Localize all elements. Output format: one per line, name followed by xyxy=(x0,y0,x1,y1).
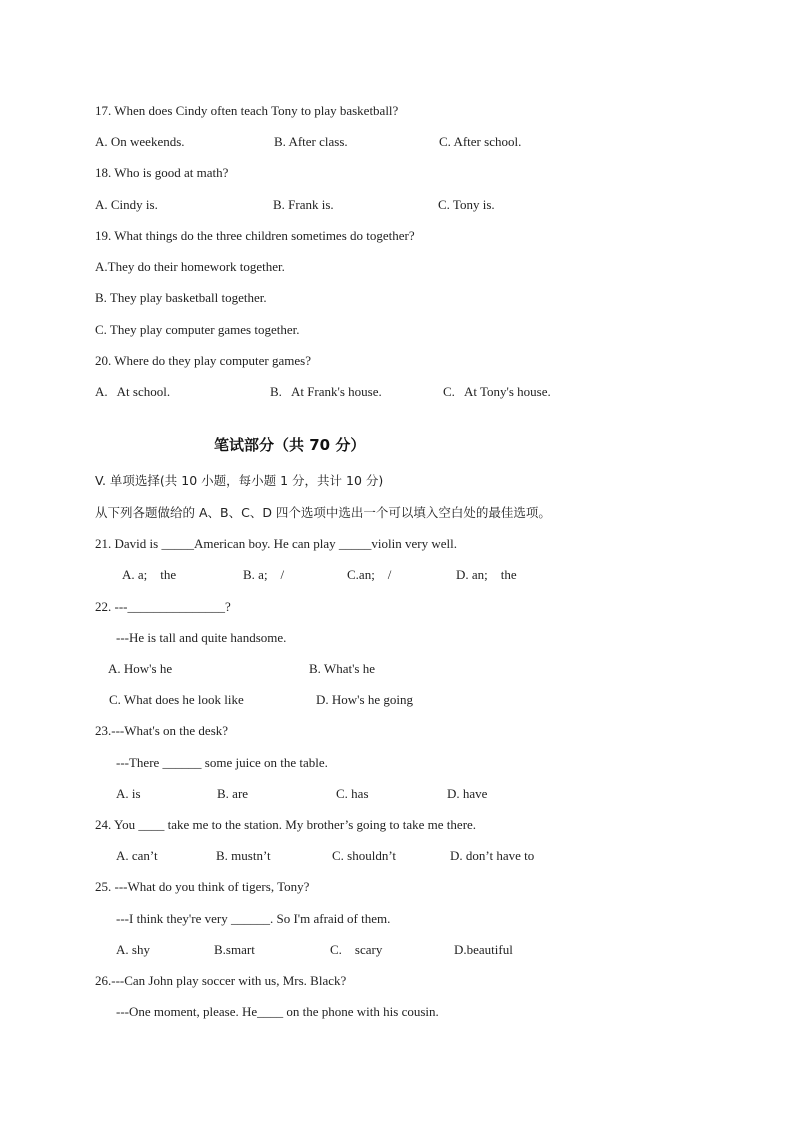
q23-option-c: C. has xyxy=(336,786,369,801)
q22-option-b: B. What's he xyxy=(309,661,376,676)
q21-option-c: C.an; / xyxy=(347,567,392,582)
q25-option-b: B.smart xyxy=(214,942,255,957)
q25-option-a: A. shy xyxy=(116,942,150,957)
q23-option-d: D. have xyxy=(447,786,488,801)
question-21: 21. David is _____American boy. He can play _____violin very well. xyxy=(95,536,457,551)
q24-option-c: C. shouldn’t xyxy=(332,848,397,863)
q20-option-a: A. At school. xyxy=(95,384,171,399)
q24-option-b: B. mustn’t xyxy=(216,848,271,863)
q17-option-a: A. On weekends. xyxy=(95,134,185,149)
q19-option-b: B. They play basketball together. xyxy=(95,290,267,305)
q18-option-a: A. Cindy is. xyxy=(95,197,158,212)
question-20: 20. Where do they play computer games? xyxy=(95,353,311,368)
q24-option-a: A. can’t xyxy=(116,848,158,863)
q17-option-c: C. After school. xyxy=(439,134,522,149)
q22-option-a: A. How's he xyxy=(108,661,173,676)
q19-option-c: C. They play computer games together. xyxy=(95,322,300,337)
q25-option-d: D.beautiful xyxy=(454,942,513,957)
question-22: 22. ---_______________? xyxy=(95,599,231,614)
question-17: 17. When does Cindy often teach Tony to play basketball? xyxy=(95,103,399,118)
q25-option-c: C. scary xyxy=(330,942,383,957)
q19-option-a: A.They do their homework together. xyxy=(95,259,285,274)
q21-option-b: B. a; / xyxy=(243,567,285,582)
q18-option-b: B. Frank is. xyxy=(273,197,334,212)
q22-option-d: D. How's he going xyxy=(316,692,413,707)
part5-instruction: 从下列各题做给的 A、B、C、D 四个选项中选出一个可以填入空白处的最佳选项。 xyxy=(95,505,551,520)
q23-option-b: B. are xyxy=(217,786,249,801)
q20-option-c: C. At Tony's house. xyxy=(443,384,551,399)
q21-option-d: D. an; the xyxy=(456,567,517,582)
q21-option-a: A. a; the xyxy=(122,567,177,582)
q17-option-b: B. After class. xyxy=(274,134,348,149)
question-26: 26.---Can John play soccer with us, Mrs. Black? xyxy=(95,973,347,988)
question-23: 23.---What's on the desk? xyxy=(95,723,229,738)
question-19: 19. What things do the three children sometimes do together? xyxy=(95,228,415,243)
question-25: 25. ---What do you think of tigers, Tony? xyxy=(95,879,310,894)
q22-answer-line: ---He is tall and quite handsome. xyxy=(116,630,287,645)
q20-option-b: B. At Frank's house. xyxy=(270,384,382,399)
q23-answer-line: ---There ______ some juice on the table. xyxy=(116,755,328,770)
q22-option-c: C. What does he look like xyxy=(109,692,244,707)
question-24: 24. You ____ take me to the station. My brother’s going to take me there. xyxy=(95,817,477,832)
q24-option-d: D. don’t have to xyxy=(450,848,535,863)
q25-answer-line: ---I think they're very ______. So I'm afraid of them. xyxy=(116,911,391,926)
part5-heading: V. 单项选择(共 10 小题，每小题 1 分，共计 10 分) xyxy=(95,473,384,488)
q18-option-c: C. Tony is. xyxy=(438,197,495,212)
question-18: 18. Who is good at math? xyxy=(95,165,229,180)
q26-answer-line: ---One moment, please. He____ on the phone with his cousin. xyxy=(116,1004,439,1019)
written-section-title: 笔试部分（共 70 分） xyxy=(214,436,366,454)
q23-option-a: A. is xyxy=(116,786,141,801)
